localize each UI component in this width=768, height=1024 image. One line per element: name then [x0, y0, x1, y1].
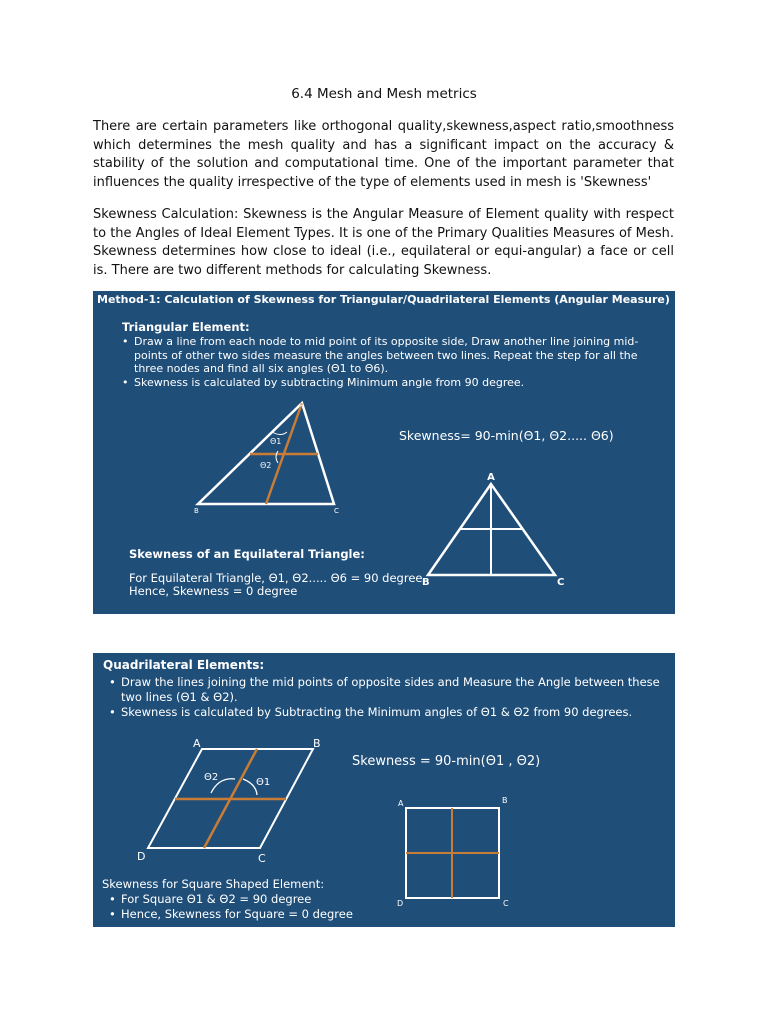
para-label-a: A — [193, 737, 201, 750]
sq-label-d: D — [397, 899, 404, 908]
para-label-theta1: Θ1 — [256, 777, 271, 788]
method1-panel — [93, 291, 675, 614]
equilateral-line-1: For Equilateral Triangle, Θ1, Θ2..... Θ6 = 90 degree — [129, 571, 423, 585]
theta1-arc — [243, 779, 257, 795]
square-title: Skewness for Square Shaped Element: — [102, 877, 325, 891]
quadrilateral-bullet-1: • Draw the lines joining the mid points of opposite sides and Measure the Angle between these two lines (Θ1 & Θ2). — [109, 675, 665, 705]
equilateral-title: Skewness of an Equilateral Triangle: — [129, 547, 365, 561]
parallelogram-diagram — [137, 737, 321, 865]
skew-label-theta1: Θ1 — [270, 437, 282, 446]
skewness-paragraph: Skewness Calculation: Skewness is the Angular Measure of Element quality with respect to the Angles of Ideal Element Types. It is one of the Primary Qualities Measures of Mesh. Skewness determines how close to ideal (i.e., equilateral or equi-angular) a face or cell is. There are two different methods for calculating Skewness. — [93, 207, 674, 278]
method1-title: Method-1: Calculation of Skewness for Triangular/Quadrilateral Elements (Angular Measure) — [97, 293, 670, 306]
skewed-triangle-diagram — [194, 401, 339, 515]
quadrilateral-bullet-2: • Skewness is calculated by Subtracting the Minimum angles of Θ1 & Θ2 from 90 degrees. — [109, 705, 665, 720]
intro-paragraph: There are certain parameters like orthogonal quality,skewness,aspect ratio,smoothness which determines the mesh quality and has a significant impact on the accuracy & stability of the solution and computational time. One of the important parameter that influences the quality irrespective of the type of elements used in mesh is 'Skewness' — [93, 119, 674, 190]
eq-label-a: A — [487, 472, 495, 483]
quadrilateral-panel — [93, 653, 675, 927]
para-label-theta2: Θ2 — [204, 772, 219, 783]
page-heading: 6.4 Mesh and Mesh metrics — [291, 86, 477, 102]
sq-label-a: A — [398, 799, 404, 808]
square-bullet-2: • Hence, Skewness for Square = 0 degree — [109, 907, 509, 922]
sq-label-b: B — [502, 796, 508, 805]
square-bullets — [109, 892, 509, 922]
quad-skewness-formula: Skewness = 90-min(Θ1 , Θ2) — [352, 754, 541, 769]
theta1-arc — [272, 432, 287, 435]
quadrilateral-title: Quadrilateral Elements: — [103, 658, 265, 672]
skew-label-theta2: Θ2 — [260, 461, 272, 470]
skew-label-a: A — [299, 401, 305, 409]
triangular-bullet-1: • Draw a line from each node to mid point of its opposite side, Draw another line joining mid-points of other two sides measure the angles between two lines. Repeat the step for all the three nodes and find all six angles (Θ1 to Θ6). — [122, 335, 670, 376]
sq-label-c: C — [503, 899, 509, 908]
para-label-d: D — [137, 850, 146, 863]
skew-label-b: B — [194, 507, 199, 515]
triangle-skewness-formula: Skewness= 90-min(Θ1, Θ2..... Θ6) — [399, 428, 614, 443]
triangular-bullet-2: • Skewness is calculated by subtracting Minimum angle from 90 degree. — [122, 376, 670, 390]
equilateral-line-2: Hence, Skewness = 0 degree — [129, 584, 298, 598]
square-bullet-1: • For Square Θ1 & Θ2 = 90 degree — [109, 892, 509, 907]
skew-label-c: C — [334, 507, 339, 515]
eq-label-c: C — [557, 577, 565, 588]
eq-label-b: B — [422, 577, 430, 588]
triangular-subtitle: Triangular Element: — [122, 320, 250, 334]
equilateral-triangle-diagram — [422, 472, 564, 588]
para-label-b: B — [313, 737, 321, 750]
para-label-c: C — [258, 852, 266, 865]
triangle-figures — [93, 291, 675, 614]
